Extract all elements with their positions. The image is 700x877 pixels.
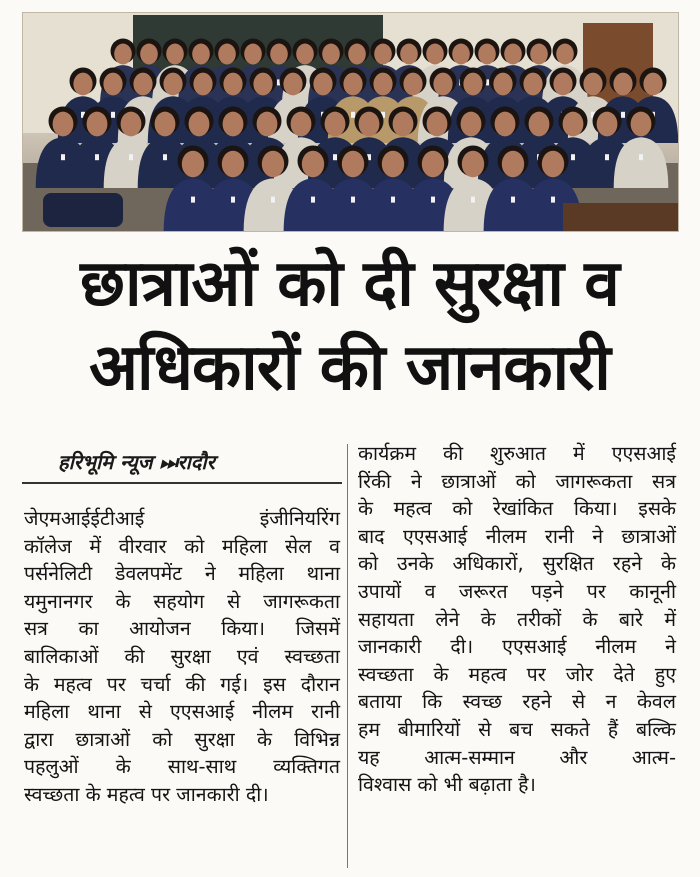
table [563,203,678,231]
article-line: बताया कि स्वच्छ रहने से न केवल [358,690,676,714]
article-line: द्वारा छात्राओं को सुरक्षा के विभिन्न [24,727,340,751]
article-line: यह आत्म-सम्मान और आत्म- [358,745,676,769]
article-line: यमुनानगर के सहयोग से जागरूकता [24,589,340,613]
article-line: महिला थाना से एएसआई नीलम रानी [24,700,340,724]
article-line: बाद एएसआई नीलम रानी ने छात्राओं [358,524,676,548]
headline-line-2: अधिकारों की जानकारी [89,331,610,405]
group-photo-figures [23,13,678,231]
article-line: रिंकी ने छात्राओं को जागरूकता सत्र [358,469,676,493]
article-line: स्वच्छता के महत्व पर जोर देते हुए [358,662,676,686]
byline-rule [22,482,342,484]
article-line: कार्यक्रम की शुरुआत में एएसआई [358,442,676,465]
byline: हरिभूमि न्यूज ⏭रादौर [58,450,215,474]
bag [43,193,123,227]
article-line: उपायों व जरूरत पड़ने पर कानूनी [358,579,676,603]
article-line: स्वच्छता के महत्व पर जानकारी दी। [24,782,269,806]
article-right-column [358,440,676,799]
article-line: हम बीमारियों से बच सकते हैं बल्कि [358,717,676,741]
article-line: कॉलेज में वीरवार को महिला सेल व [24,534,340,558]
article-line: पहलुओं के साथ-साथ व्यक्तिगत [24,755,340,779]
article-line: विश्वास को भी बढ़ाता है। [358,773,536,797]
column-divider [347,444,348,868]
article-line: पर्सनेलिटी डेवलपमेंट ने महिला थाना [24,562,340,586]
article-line: जानकारी दी। एएसआई नीलम ने [358,635,676,659]
article-line: को उनके अधिकारों, सुरक्षित रहने के [358,552,676,576]
group-photo [22,12,679,232]
article-line: सहायता लेने के तरीकों के बारे में [358,607,676,631]
article-line: सत्र का आयोजन किया। जिसमें [24,617,340,641]
article-line: के महत्व को रेखांकित किया। इसके [358,497,676,521]
headline-line-1: छात्राओं को दी सुरक्षा व [80,247,619,321]
article-line: के महत्व पर चर्चा की गई। इस दौरान [24,672,340,696]
article-line: जेएमआईईटीआई इंजीनियरिंग [24,507,340,530]
article-left-column [24,505,340,809]
article-line: बालिकाओं की सुरक्षा एवं स्वच्छता [24,644,340,668]
